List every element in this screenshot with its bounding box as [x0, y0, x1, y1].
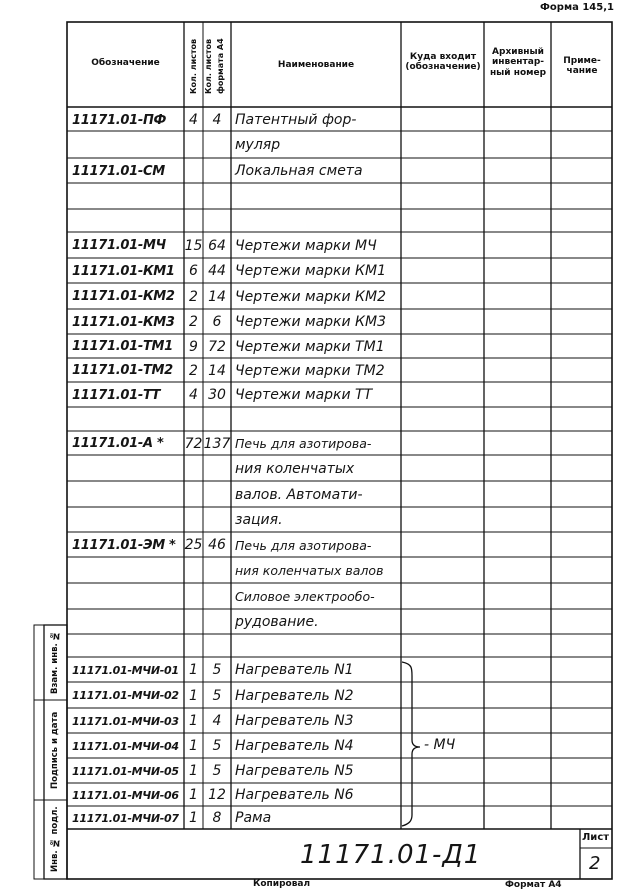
table-row: [0, 382, 636, 407]
sheet-number: 2: [589, 853, 601, 874]
row-name: Нагреватель N4: [235, 738, 354, 754]
stamp-sign-date: Подпись и дата: [50, 711, 60, 789]
row-code: [72, 455, 184, 481]
row-sheets-a4: [203, 634, 231, 657]
row-name: [235, 183, 401, 209]
row-sheets-a4: [203, 455, 231, 481]
row-code: [72, 131, 184, 158]
row-sheets: [184, 634, 203, 657]
row-sheets: 2: [189, 314, 198, 330]
table-row: [0, 758, 636, 783]
row-sheets-a4: 46: [208, 537, 226, 553]
row-name: Чертежи марки КМ1: [235, 263, 386, 279]
row-code: 11171.01-МЧИ-06: [72, 789, 179, 802]
row-name: Рама: [235, 810, 272, 826]
row-sheets-a4: [203, 407, 231, 431]
table-row: [0, 232, 636, 258]
row-code: [72, 609, 184, 634]
row-code: [72, 209, 184, 232]
row-name: Печь для азотирова-: [235, 436, 372, 451]
row-sheets: 72: [184, 436, 203, 452]
row-sheets-a4: 4: [212, 713, 222, 729]
row-name: Патентный фор-: [235, 112, 357, 128]
row-code: 11171.01-МЧИ-01: [72, 664, 179, 677]
row-code: 11171.01-МЧИ-07: [72, 812, 179, 825]
row-sheets-a4: [203, 583, 231, 609]
row-sheets: 25: [184, 537, 203, 553]
row-name: [235, 634, 401, 657]
row-code: [72, 634, 184, 657]
row-sheets: 9: [189, 339, 198, 355]
table-row: [0, 309, 636, 334]
row-sheets-a4: [203, 183, 231, 209]
row-code: [72, 557, 184, 583]
row-code: 11171.01-А *: [72, 436, 164, 451]
table-row: [0, 258, 636, 283]
row-name: валов. Автомати-: [235, 487, 363, 503]
header-name: Наименование: [277, 60, 355, 70]
header-sheets-a4: Кол. листов формата А4: [204, 38, 225, 94]
row-code: 11171.01-КМ2: [72, 289, 175, 304]
row-code: 11171.01-ТТ: [72, 388, 161, 403]
row-code: [72, 481, 184, 507]
row-name: ния коленчатых: [235, 461, 355, 477]
row-sheets-a4: [203, 557, 231, 583]
table-row: [0, 583, 636, 609]
row-sheets: [184, 455, 203, 481]
table-row: [0, 131, 636, 158]
footer-format: Формат А4: [505, 880, 562, 890]
row-sheets: [184, 609, 203, 634]
row-sheets-a4: [203, 158, 231, 183]
row-sheets-a4: [203, 209, 231, 232]
table-row: [0, 209, 636, 232]
row-name: рудование.: [235, 614, 319, 630]
table-row: [0, 283, 636, 309]
row-code: 11171.01-МЧИ-05: [72, 765, 179, 778]
row-name: Нагреватель N2: [235, 688, 354, 704]
table-row: [0, 682, 636, 708]
stamp-inv-orig: Инв. № подл.: [50, 806, 60, 873]
row-sheets-a4: 137: [203, 436, 231, 452]
row-name: Чертежи марки КМ3: [235, 314, 386, 330]
row-code: 11171.01-ЭМ *: [72, 538, 176, 553]
row-sheets-a4: 6: [212, 314, 222, 330]
row-sheets: 4: [189, 387, 198, 403]
row-name: Печь для азотирова-: [235, 538, 372, 553]
table-row: [0, 557, 636, 583]
row-sheets-a4: 8: [212, 810, 222, 826]
row-sheets-a4: 4: [212, 112, 222, 128]
row-name: Нагреватель N6: [235, 787, 354, 803]
row-sheets-a4: 14: [208, 363, 226, 379]
row-sheets: 1: [189, 688, 198, 704]
row-sheets-a4: [203, 609, 231, 634]
table-row: [0, 358, 636, 382]
row-code: [72, 583, 184, 609]
row-code: 11171.01-ТМ1: [72, 339, 173, 354]
row-code: [72, 183, 184, 209]
row-sheets-a4: 12: [208, 787, 226, 803]
doc-code: 11171.01-Д1: [300, 840, 482, 870]
row-code: 11171.01-КМ1: [72, 264, 175, 279]
row-sheets: [184, 209, 203, 232]
table-row: [0, 634, 636, 657]
row-sheets: 4: [189, 112, 198, 128]
row-code: 11171.01-МЧИ-04: [72, 740, 179, 753]
row-code: 11171.01-КМ3: [72, 315, 175, 330]
row-sheets-a4: 5: [212, 662, 222, 678]
row-sheets-a4: 5: [212, 763, 222, 779]
row-sheets-a4: 72: [208, 339, 226, 355]
table-row: [0, 783, 636, 806]
footer-copied: Копировал: [253, 879, 311, 889]
row-name: Нагреватель N1: [235, 662, 354, 678]
row-sheets-a4: [203, 131, 231, 158]
row-sheets: [184, 481, 203, 507]
form-label: Форма 145,1: [540, 2, 614, 13]
row-sheets-a4: [203, 507, 231, 532]
table-row: [0, 708, 636, 733]
row-sheets: 2: [189, 289, 198, 305]
row-sheets: [184, 583, 203, 609]
row-sheets: [184, 507, 203, 532]
table-row: [0, 609, 636, 634]
row-code: 11171.01-СМ: [72, 164, 165, 179]
row-name: Чертежи марки ТТ: [235, 387, 373, 403]
row-name: ния коленчатых валов: [235, 563, 384, 578]
table-row: [0, 334, 636, 358]
table-row: [0, 657, 636, 682]
row-sheets: [184, 183, 203, 209]
header-designation: Обозначение: [91, 58, 160, 68]
table-row: [0, 158, 636, 183]
row-code: [72, 407, 184, 431]
row-sheets-a4: 30: [208, 387, 226, 403]
table-row: [0, 108, 636, 131]
row-name: Локальная смета: [235, 163, 363, 179]
row-code: [72, 507, 184, 532]
table-row: [0, 507, 636, 532]
row-code: 11171.01-МЧ: [72, 238, 166, 253]
row-sheets: 1: [189, 810, 198, 826]
header-where-used: Куда входит (обозначение): [405, 52, 481, 73]
table-row: [0, 431, 636, 455]
row-sheets-a4: 64: [208, 238, 226, 254]
row-code: 11171.01-МЧИ-02: [72, 689, 179, 702]
table-row: [0, 806, 636, 829]
header-sheets-count: Кол. листов: [189, 38, 198, 94]
table-row: [0, 532, 636, 557]
row-sheets: 1: [189, 763, 198, 779]
row-name: Нагреватель N3: [235, 713, 354, 729]
row-name: [235, 407, 401, 431]
row-sheets: 1: [189, 662, 198, 678]
row-name: Нагреватель N5: [235, 763, 354, 779]
row-name: Силовое электрообо-: [235, 589, 375, 604]
row-sheets: [184, 158, 203, 183]
row-sheets-a4: [203, 481, 231, 507]
row-code: 11171.01-ТМ2: [72, 363, 173, 378]
table-row: [0, 733, 636, 758]
table-row: [0, 407, 636, 431]
row-code: 11171.01-МЧИ-03: [72, 715, 179, 728]
header-archive-no: Архивный инвентар-ный номер: [489, 47, 547, 78]
row-name: Чертежи марки КМ2: [235, 289, 386, 305]
row-sheets-a4: 5: [212, 738, 222, 754]
table-row: [0, 455, 636, 481]
row-sheets: 6: [189, 263, 198, 279]
row-sheets: [184, 131, 203, 158]
row-name: Чертежи марки ТМ2: [235, 363, 385, 379]
row-sheets-a4: 14: [208, 289, 226, 305]
row-sheets: 15: [184, 238, 203, 254]
table-row: [0, 183, 636, 209]
row-sheets-a4: 5: [212, 688, 222, 704]
row-sheets: 1: [189, 713, 198, 729]
row-sheets: 2: [189, 363, 198, 379]
row-name: муляр: [235, 137, 281, 153]
row-name: зация.: [235, 512, 283, 528]
sheet-label: Лист: [582, 832, 610, 843]
row-sheets: 1: [189, 738, 198, 754]
row-name: [235, 209, 401, 232]
row-sheets: [184, 557, 203, 583]
table-row: [0, 481, 636, 507]
row-code: 11171.01-ПФ: [72, 113, 167, 128]
bracket-note: - МЧ: [424, 737, 456, 753]
row-name: Чертежи марки МЧ: [235, 238, 377, 254]
row-sheets: 1: [189, 787, 198, 803]
header-note: Приме-чание: [563, 56, 601, 77]
row-sheets: [184, 407, 203, 431]
row-name: Чертежи марки ТМ1: [235, 339, 385, 355]
row-sheets-a4: 44: [208, 263, 226, 279]
stamp-replace-inv: Взам. инв. №: [50, 630, 60, 695]
